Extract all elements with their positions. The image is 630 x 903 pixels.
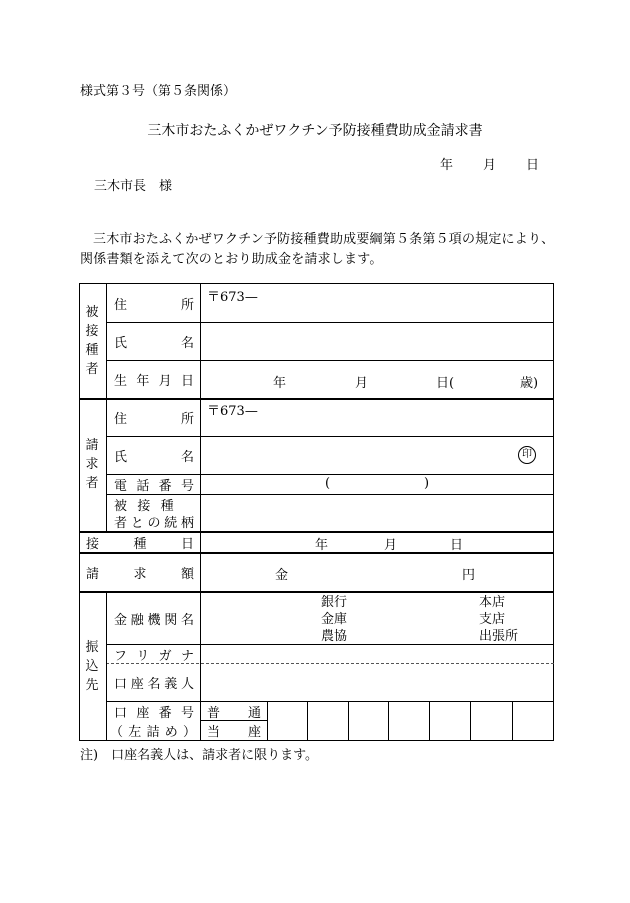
seal-mark: 印 (518, 446, 536, 464)
date-year: 年 (440, 158, 454, 173)
vaccination-month: 月 (384, 538, 398, 553)
form-number: 様式第３号（第５条関係） (80, 84, 237, 99)
branch-types: 本店 支店 出張所 (479, 595, 519, 644)
amount-suffix: 円 (462, 568, 476, 583)
amount-prefix: 金 (275, 568, 289, 583)
birth-day: 日( (436, 376, 455, 391)
addressee: 三木市長 様 (94, 179, 173, 194)
claim-amount-label: 請 求 額 (86, 567, 194, 582)
claimant-address-label: 住 所 (114, 412, 194, 427)
vaccinee-postal[interactable]: 〒673— (207, 290, 258, 305)
furigana-label: フ リ ガ ナ (114, 648, 194, 664)
vaccination-year: 年 (315, 538, 329, 553)
left-align-note: （ 左 詰 め ） (110, 725, 196, 740)
bank-types: 銀行 金庫 農協 (321, 595, 348, 644)
footnote: 注) 口座名義人は、請求者に限ります。 (80, 748, 319, 763)
vaccination-date-label: 接 種 日 (86, 537, 194, 552)
request-date[interactable] (440, 154, 539, 173)
account-holder-label: 口 座 名 義 人 (114, 677, 194, 692)
relation-label-line2: 者 と の 続 柄 (114, 515, 194, 531)
age: 歳) (520, 376, 539, 391)
bank-name-label: 金 融 機 関 名 (114, 613, 194, 628)
account-type-ordinary[interactable]: 普 通 (207, 705, 261, 721)
claimant-name-label: 氏 名 (114, 450, 194, 465)
birth-month: 月 (355, 376, 369, 391)
birth-year: 年 (273, 376, 287, 391)
account-number-label: 口 座 番 号 (114, 706, 194, 721)
vaccinee-section-label: 被 接 種 者 (85, 305, 99, 377)
relation-label-line1: 被 接 種 (114, 498, 174, 514)
date-day: 日 (526, 158, 540, 173)
vaccinee-birthdate-label: 生 年 月 日 (114, 374, 194, 389)
form-title: 三木市おたふくかぜワクチン予防接種費助成金請求書 (147, 123, 483, 139)
phone-open-paren: ( (325, 476, 331, 491)
vaccinee-address-label: 住 所 (114, 298, 194, 313)
vaccinee-name-label: 氏 名 (114, 336, 194, 351)
request-statement: 三木市おたふくかぜワクチン予防接種費助成要綱第５条第５項の規定により、関係書類を添えて次のとおり助成金を請求します。 (80, 232, 555, 267)
claimant-postal[interactable]: 〒673— (207, 404, 258, 419)
transfer-section-label: 振 込 先 (85, 640, 99, 693)
vaccination-day: 日 (450, 538, 464, 553)
claimant-section-label: 請 求 者 (85, 438, 99, 491)
phone-close-paren: ) (424, 476, 430, 491)
claimant-phone-label: 電 話 番 号 (114, 479, 194, 494)
date-month: 月 (483, 158, 497, 173)
account-type-current[interactable]: 当 座 (207, 725, 261, 740)
